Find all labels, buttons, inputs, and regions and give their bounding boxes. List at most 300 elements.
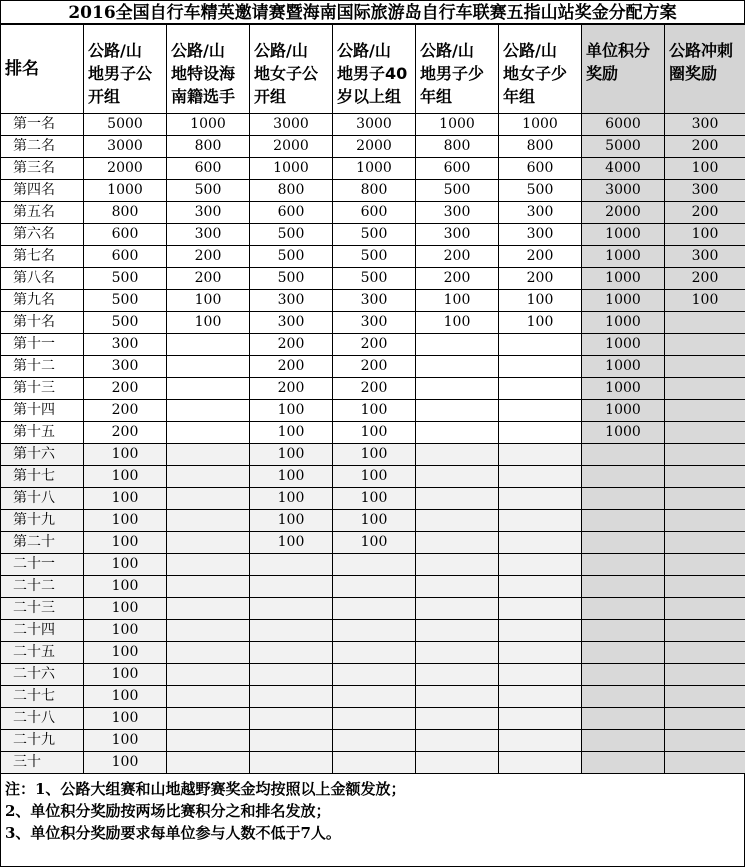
men-open-cell[interactable]: 100 — [84, 752, 167, 774]
sprint-lap-cell[interactable] — [665, 444, 745, 466]
unit-points-cell[interactable] — [582, 598, 665, 620]
rank-cell[interactable]: 二十八 — [1, 708, 84, 730]
rank-cell[interactable]: 二十一 — [1, 554, 84, 576]
unit-points-cell[interactable] — [582, 554, 665, 576]
men-40-plus-cell[interactable]: 100 — [333, 466, 416, 488]
hainan-special-cell[interactable]: 200 — [167, 268, 250, 290]
boys-youth-cell[interactable] — [416, 356, 499, 378]
boys-youth-cell[interactable]: 300 — [416, 224, 499, 246]
sprint-lap-cell[interactable]: 300 — [665, 114, 745, 136]
men-40-plus-cell[interactable] — [333, 598, 416, 620]
hainan-special-cell[interactable]: 800 — [167, 136, 250, 158]
women-open-cell[interactable]: 500 — [250, 224, 333, 246]
women-open-cell[interactable]: 200 — [250, 356, 333, 378]
hainan-special-cell[interactable] — [167, 576, 250, 598]
note-line[interactable]: 注：1、公路大组赛和山地越野赛奖金均按照以上金额发放； — [5, 780, 406, 798]
men-40-plus-cell[interactable]: 100 — [333, 510, 416, 532]
rank-cell[interactable]: 第四名 — [1, 180, 84, 202]
girls-youth-cell[interactable]: 300 — [499, 224, 582, 246]
men-open-cell[interactable]: 100 — [84, 466, 167, 488]
boys-youth-cell[interactable] — [416, 334, 499, 356]
table-row — [1, 378, 745, 400]
women-open-cell[interactable] — [250, 598, 333, 620]
men-open-cell[interactable]: 200 — [84, 400, 167, 422]
men-40-plus-cell[interactable] — [333, 576, 416, 598]
girls-youth-cell[interactable] — [499, 532, 582, 554]
men-40-plus-cell[interactable] — [333, 708, 416, 730]
table-row — [1, 334, 745, 356]
table-row — [1, 510, 745, 532]
girls-youth-cell[interactable]: 800 — [499, 136, 582, 158]
rank-cell[interactable]: 第九名 — [1, 290, 84, 312]
unit-points-cell[interactable] — [582, 730, 665, 752]
women-open-cell[interactable] — [250, 642, 333, 664]
men-40-plus-cell[interactable] — [333, 620, 416, 642]
men-open-cell[interactable]: 200 — [84, 378, 167, 400]
hainan-special-cell[interactable] — [167, 620, 250, 642]
sprint-lap-cell[interactable]: 100 — [665, 224, 745, 246]
sprint-lap-cell[interactable] — [665, 620, 745, 642]
girls-youth-cell[interactable] — [499, 620, 582, 642]
rank-cell[interactable]: 第十名 — [1, 312, 84, 334]
sprint-lap-cell[interactable] — [665, 400, 745, 422]
unit-points-cell[interactable]: 1000 — [582, 246, 665, 268]
sprint-lap-cell[interactable] — [665, 708, 745, 730]
hainan-special-cell[interactable]: 300 — [167, 202, 250, 224]
girls-youth-cell[interactable] — [499, 422, 582, 444]
men-40-plus-cell[interactable]: 100 — [333, 422, 416, 444]
table-row — [1, 642, 745, 664]
men-open-cell[interactable]: 100 — [84, 686, 167, 708]
women-open-cell[interactable]: 100 — [250, 488, 333, 510]
girls-youth-cell[interactable] — [499, 730, 582, 752]
sprint-lap-cell[interactable] — [665, 532, 745, 554]
hainan-special-cell[interactable] — [167, 642, 250, 664]
sprint-lap-cell[interactable]: 100 — [665, 158, 745, 180]
girls-youth-cell[interactable] — [499, 708, 582, 730]
rank-cell[interactable]: 第十九 — [1, 510, 84, 532]
sprint-lap-cell[interactable] — [665, 576, 745, 598]
header-boys-youth[interactable]: 公路/山 地男子少 年组 — [416, 25, 499, 114]
women-open-cell[interactable] — [250, 664, 333, 686]
men-40-plus-cell[interactable] — [333, 686, 416, 708]
table-row — [1, 136, 745, 158]
hainan-special-cell[interactable]: 500 — [167, 180, 250, 202]
unit-points-cell[interactable]: 1000 — [582, 334, 665, 356]
hainan-special-cell[interactable] — [167, 598, 250, 620]
sheet-title[interactable]: 2016全国自行车精英邀请赛暨海南国际旅游岛自行车联赛五指山站奖金分配方案 — [0, 0, 745, 24]
unit-points-cell[interactable] — [582, 466, 665, 488]
table-row — [1, 114, 745, 136]
women-open-cell[interactable] — [250, 752, 333, 774]
men-40-plus-cell[interactable]: 100 — [333, 532, 416, 554]
men-open-cell[interactable]: 100 — [84, 532, 167, 554]
men-40-plus-cell[interactable]: 200 — [333, 378, 416, 400]
unit-points-cell[interactable]: 1000 — [582, 224, 665, 246]
rank-cell[interactable]: 第六名 — [1, 224, 84, 246]
rank-cell[interactable]: 第二名 — [1, 136, 84, 158]
note-line[interactable]: 2、单位积分奖励按两场比赛积分之和排名发放； — [5, 802, 331, 820]
table-row — [1, 598, 745, 620]
men-open-cell[interactable]: 100 — [84, 708, 167, 730]
hainan-special-cell[interactable] — [167, 444, 250, 466]
men-open-cell[interactable]: 100 — [84, 488, 167, 510]
men-open-cell[interactable]: 100 — [84, 576, 167, 598]
rank-cell[interactable]: 第十六 — [1, 444, 84, 466]
women-open-cell[interactable] — [250, 554, 333, 576]
girls-youth-cell[interactable]: 500 — [499, 180, 582, 202]
women-open-cell[interactable]: 100 — [250, 532, 333, 554]
men-open-cell[interactable]: 100 — [84, 620, 167, 642]
men-open-cell[interactable]: 100 — [84, 730, 167, 752]
hainan-special-cell[interactable]: 600 — [167, 158, 250, 180]
sprint-lap-cell[interactable] — [665, 686, 745, 708]
header-rank[interactable]: 排名 — [1, 25, 84, 114]
girls-youth-cell[interactable]: 200 — [499, 268, 582, 290]
rank-cell[interactable]: 第一名 — [1, 114, 84, 136]
hainan-special-cell[interactable]: 200 — [167, 246, 250, 268]
table-row — [1, 422, 745, 444]
rank-cell[interactable]: 三十 — [1, 752, 84, 774]
girls-youth-cell[interactable] — [499, 664, 582, 686]
men-40-plus-cell[interactable]: 200 — [333, 356, 416, 378]
unit-points-cell[interactable]: 1000 — [582, 268, 665, 290]
women-open-cell[interactable] — [250, 730, 333, 752]
hainan-special-cell[interactable]: 300 — [167, 224, 250, 246]
unit-points-cell[interactable]: 1000 — [582, 400, 665, 422]
boys-youth-cell[interactable] — [416, 378, 499, 400]
girls-youth-cell[interactable] — [499, 554, 582, 576]
rank-cell[interactable]: 第八名 — [1, 268, 84, 290]
men-open-cell[interactable]: 800 — [84, 202, 167, 224]
unit-points-cell[interactable]: 6000 — [582, 114, 665, 136]
hainan-special-cell[interactable] — [167, 334, 250, 356]
unit-points-cell[interactable] — [582, 488, 665, 510]
men-open-cell[interactable]: 300 — [84, 356, 167, 378]
table-row — [1, 686, 745, 708]
hainan-special-cell[interactable] — [167, 554, 250, 576]
men-open-cell[interactable]: 600 — [84, 246, 167, 268]
sprint-lap-cell[interactable]: 200 — [665, 136, 745, 158]
hainan-special-cell[interactable] — [167, 686, 250, 708]
women-open-cell[interactable]: 800 — [250, 180, 333, 202]
girls-youth-cell[interactable]: 300 — [499, 202, 582, 224]
unit-points-cell[interactable]: 1000 — [582, 422, 665, 444]
unit-points-cell[interactable] — [582, 532, 665, 554]
men-40-plus-cell[interactable]: 100 — [333, 488, 416, 510]
hainan-special-cell[interactable]: 1000 — [167, 114, 250, 136]
girls-youth-cell[interactable] — [499, 356, 582, 378]
sprint-lap-cell[interactable] — [665, 466, 745, 488]
women-open-cell[interactable]: 100 — [250, 466, 333, 488]
rank-cell[interactable]: 第十二 — [1, 356, 84, 378]
boys-youth-cell[interactable] — [416, 730, 499, 752]
men-40-plus-cell[interactable] — [333, 664, 416, 686]
unit-points-cell[interactable] — [582, 686, 665, 708]
men-40-plus-cell[interactable]: 600 — [333, 202, 416, 224]
header-women-open[interactable]: 公路/山 地女子公 开组 — [250, 25, 333, 114]
hainan-special-cell[interactable] — [167, 510, 250, 532]
sprint-lap-cell[interactable] — [665, 334, 745, 356]
girls-youth-cell[interactable]: 100 — [499, 312, 582, 334]
men-open-cell[interactable]: 500 — [84, 312, 167, 334]
rank-cell[interactable]: 第十四 — [1, 400, 84, 422]
boys-youth-cell[interactable]: 800 — [416, 136, 499, 158]
boys-youth-cell[interactable] — [416, 752, 499, 774]
men-open-cell[interactable]: 100 — [84, 642, 167, 664]
header-men-open[interactable]: 公路/山 地男子公 开组 — [84, 25, 167, 114]
hainan-special-cell[interactable] — [167, 708, 250, 730]
men-40-plus-cell[interactable]: 500 — [333, 268, 416, 290]
boys-youth-cell[interactable]: 100 — [416, 290, 499, 312]
table-body — [1, 114, 745, 774]
rank-cell[interactable]: 二十三 — [1, 598, 84, 620]
table-row — [1, 752, 745, 774]
boys-youth-cell[interactable] — [416, 400, 499, 422]
girls-youth-cell[interactable] — [499, 752, 582, 774]
sprint-lap-cell[interactable] — [665, 510, 745, 532]
girls-youth-cell[interactable] — [499, 400, 582, 422]
men-40-plus-cell[interactable]: 3000 — [333, 114, 416, 136]
rank-cell[interactable]: 第十三 — [1, 378, 84, 400]
boys-youth-cell[interactable] — [416, 598, 499, 620]
unit-points-cell[interactable] — [582, 510, 665, 532]
sprint-lap-cell[interactable] — [665, 664, 745, 686]
men-open-cell[interactable]: 100 — [84, 444, 167, 466]
men-open-cell[interactable]: 5000 — [84, 114, 167, 136]
unit-points-cell[interactable] — [582, 752, 665, 774]
men-open-cell[interactable]: 100 — [84, 664, 167, 686]
men-40-plus-cell[interactable]: 300 — [333, 290, 416, 312]
header-men-40-plus[interactable]: 公路/山 地男子40 岁以上组 — [333, 25, 416, 114]
sprint-lap-cell[interactable]: 100 — [665, 290, 745, 312]
women-open-cell[interactable]: 100 — [250, 444, 333, 466]
rank-cell[interactable]: 二十九 — [1, 730, 84, 752]
rank-cell[interactable]: 第十五 — [1, 422, 84, 444]
hainan-special-cell[interactable] — [167, 466, 250, 488]
women-open-cell[interactable]: 500 — [250, 268, 333, 290]
boys-youth-cell[interactable] — [416, 532, 499, 554]
girls-youth-cell[interactable] — [499, 686, 582, 708]
boys-youth-cell[interactable] — [416, 554, 499, 576]
sprint-lap-cell[interactable] — [665, 488, 745, 510]
women-open-cell[interactable] — [250, 576, 333, 598]
unit-points-cell[interactable]: 1000 — [582, 290, 665, 312]
sprint-lap-cell[interactable] — [665, 378, 745, 400]
hainan-special-cell[interactable] — [167, 378, 250, 400]
rank-cell[interactable]: 第十一 — [1, 334, 84, 356]
header-row — [1, 25, 745, 114]
table-row — [1, 664, 745, 686]
hainan-special-cell[interactable]: 100 — [167, 290, 250, 312]
men-open-cell[interactable]: 100 — [84, 598, 167, 620]
unit-points-cell[interactable]: 4000 — [582, 158, 665, 180]
women-open-cell[interactable]: 300 — [250, 312, 333, 334]
girls-youth-cell[interactable] — [499, 510, 582, 532]
unit-points-cell[interactable] — [582, 708, 665, 730]
hainan-special-cell[interactable] — [167, 664, 250, 686]
sprint-lap-cell[interactable]: 200 — [665, 268, 745, 290]
women-open-cell[interactable] — [250, 686, 333, 708]
unit-points-cell[interactable] — [582, 444, 665, 466]
girls-youth-cell[interactable] — [499, 576, 582, 598]
girls-youth-cell[interactable]: 600 — [499, 158, 582, 180]
boys-youth-cell[interactable] — [416, 466, 499, 488]
boys-youth-cell[interactable] — [416, 576, 499, 598]
note-line[interactable]: 3、单位积分奖励要求每单位参与人数不低于7人。 — [5, 824, 341, 842]
men-40-plus-cell[interactable] — [333, 554, 416, 576]
boys-youth-cell[interactable] — [416, 444, 499, 466]
girls-youth-cell[interactable] — [499, 488, 582, 510]
sprint-lap-cell[interactable]: 300 — [665, 246, 745, 268]
rank-cell[interactable]: 二十四 — [1, 620, 84, 642]
boys-youth-cell[interactable]: 200 — [416, 268, 499, 290]
sprint-lap-cell[interactable] — [665, 598, 745, 620]
unit-points-cell[interactable] — [582, 620, 665, 642]
girls-youth-cell[interactable]: 200 — [499, 246, 582, 268]
table-row — [1, 730, 745, 752]
women-open-cell[interactable]: 500 — [250, 246, 333, 268]
header-girls-youth[interactable]: 公路/山 地女子少 年组 — [499, 25, 582, 114]
women-open-cell[interactable]: 200 — [250, 378, 333, 400]
men-40-plus-cell[interactable] — [333, 642, 416, 664]
unit-points-cell[interactable] — [582, 642, 665, 664]
rank-cell[interactable]: 二十六 — [1, 664, 84, 686]
women-open-cell[interactable] — [250, 620, 333, 642]
unit-points-cell[interactable]: 5000 — [582, 136, 665, 158]
sprint-lap-cell[interactable] — [665, 642, 745, 664]
hainan-special-cell[interactable] — [167, 356, 250, 378]
rank-cell[interactable]: 第七名 — [1, 246, 84, 268]
men-open-cell[interactable]: 2000 — [84, 158, 167, 180]
hainan-special-cell[interactable] — [167, 532, 250, 554]
boys-youth-cell[interactable] — [416, 510, 499, 532]
rank-cell[interactable]: 二十二 — [1, 576, 84, 598]
women-open-cell[interactable]: 600 — [250, 202, 333, 224]
hainan-special-cell[interactable]: 100 — [167, 312, 250, 334]
boys-youth-cell[interactable]: 600 — [416, 158, 499, 180]
men-40-plus-cell[interactable]: 500 — [333, 246, 416, 268]
unit-points-cell[interactable]: 1000 — [582, 356, 665, 378]
unit-points-cell[interactable]: 1000 — [582, 378, 665, 400]
rank-cell[interactable]: 第十七 — [1, 466, 84, 488]
girls-youth-cell[interactable] — [499, 598, 582, 620]
women-open-cell[interactable]: 300 — [250, 290, 333, 312]
men-open-cell[interactable]: 100 — [84, 554, 167, 576]
women-open-cell[interactable]: 200 — [250, 334, 333, 356]
hainan-special-cell[interactable] — [167, 488, 250, 510]
sprint-lap-cell[interactable]: 200 — [665, 202, 745, 224]
hainan-special-cell[interactable] — [167, 422, 250, 444]
men-open-cell[interactable]: 200 — [84, 422, 167, 444]
girls-youth-cell[interactable] — [499, 444, 582, 466]
women-open-cell[interactable]: 100 — [250, 400, 333, 422]
men-40-plus-cell[interactable]: 800 — [333, 180, 416, 202]
sprint-lap-cell[interactable]: 300 — [665, 180, 745, 202]
hainan-special-cell[interactable] — [167, 752, 250, 774]
unit-points-cell[interactable] — [582, 576, 665, 598]
table-row — [1, 444, 745, 466]
header-sprint-lap[interactable]: 公路冲刺 圈奖励 — [665, 25, 745, 114]
rank-cell[interactable]: 第五名 — [1, 202, 84, 224]
table-row — [1, 202, 745, 224]
rank-cell[interactable]: 第三名 — [1, 158, 84, 180]
women-open-cell[interactable]: 100 — [250, 510, 333, 532]
sprint-lap-cell[interactable] — [665, 422, 745, 444]
boys-youth-cell[interactable]: 1000 — [416, 114, 499, 136]
boys-youth-cell[interactable] — [416, 422, 499, 444]
men-40-plus-cell[interactable]: 300 — [333, 312, 416, 334]
sprint-lap-cell[interactable] — [665, 752, 745, 774]
girls-youth-cell[interactable] — [499, 642, 582, 664]
men-40-plus-cell[interactable]: 100 — [333, 400, 416, 422]
men-open-cell[interactable]: 100 — [84, 510, 167, 532]
boys-youth-cell[interactable] — [416, 664, 499, 686]
rank-cell[interactable]: 第十八 — [1, 488, 84, 510]
unit-points-cell[interactable]: 2000 — [582, 202, 665, 224]
rank-cell[interactable]: 二十五 — [1, 642, 84, 664]
hainan-special-cell[interactable] — [167, 400, 250, 422]
unit-points-cell[interactable] — [582, 664, 665, 686]
boys-youth-cell[interactable] — [416, 642, 499, 664]
sprint-lap-cell[interactable] — [665, 730, 745, 752]
men-40-plus-cell[interactable] — [333, 730, 416, 752]
women-open-cell[interactable] — [250, 708, 333, 730]
unit-points-cell[interactable]: 3000 — [582, 180, 665, 202]
men-open-cell[interactable]: 600 — [84, 224, 167, 246]
girls-youth-cell[interactable] — [499, 466, 582, 488]
rank-cell[interactable]: 第二十 — [1, 532, 84, 554]
men-40-plus-cell[interactable]: 200 — [333, 334, 416, 356]
girls-youth-cell[interactable] — [499, 378, 582, 400]
unit-points-cell[interactable]: 1000 — [582, 312, 665, 334]
table-row — [1, 312, 745, 334]
boys-youth-cell[interactable] — [416, 620, 499, 642]
header-unit-points[interactable]: 单位积分 奖励 — [582, 25, 665, 114]
sprint-lap-cell[interactable] — [665, 554, 745, 576]
women-open-cell[interactable]: 100 — [250, 422, 333, 444]
boys-youth-cell[interactable]: 100 — [416, 312, 499, 334]
sprint-lap-cell[interactable] — [665, 356, 745, 378]
hainan-special-cell[interactable] — [167, 730, 250, 752]
men-open-cell[interactable]: 500 — [84, 268, 167, 290]
men-40-plus-cell[interactable]: 500 — [333, 224, 416, 246]
boys-youth-cell[interactable]: 200 — [416, 246, 499, 268]
men-40-plus-cell[interactable]: 1000 — [333, 158, 416, 180]
header-hainan-special[interactable]: 公路/山 地特设海 南籍选手 — [167, 25, 250, 114]
boys-youth-cell[interactable] — [416, 488, 499, 510]
women-open-cell[interactable]: 2000 — [250, 136, 333, 158]
girls-youth-cell[interactable]: 1000 — [499, 114, 582, 136]
girls-youth-cell[interactable]: 100 — [499, 290, 582, 312]
boys-youth-cell[interactable]: 300 — [416, 202, 499, 224]
men-40-plus-cell[interactable]: 100 — [333, 444, 416, 466]
women-open-cell[interactable]: 3000 — [250, 114, 333, 136]
men-open-cell[interactable]: 500 — [84, 290, 167, 312]
men-40-plus-cell[interactable]: 2000 — [333, 136, 416, 158]
rank-cell[interactable]: 二十七 — [1, 686, 84, 708]
men-open-cell[interactable]: 1000 — [84, 180, 167, 202]
men-40-plus-cell[interactable] — [333, 752, 416, 774]
boys-youth-cell[interactable] — [416, 686, 499, 708]
men-open-cell[interactable]: 3000 — [84, 136, 167, 158]
women-open-cell[interactable]: 1000 — [250, 158, 333, 180]
men-open-cell[interactable]: 300 — [84, 334, 167, 356]
boys-youth-cell[interactable] — [416, 708, 499, 730]
sprint-lap-cell[interactable] — [665, 312, 745, 334]
boys-youth-cell[interactable]: 500 — [416, 180, 499, 202]
girls-youth-cell[interactable] — [499, 334, 582, 356]
